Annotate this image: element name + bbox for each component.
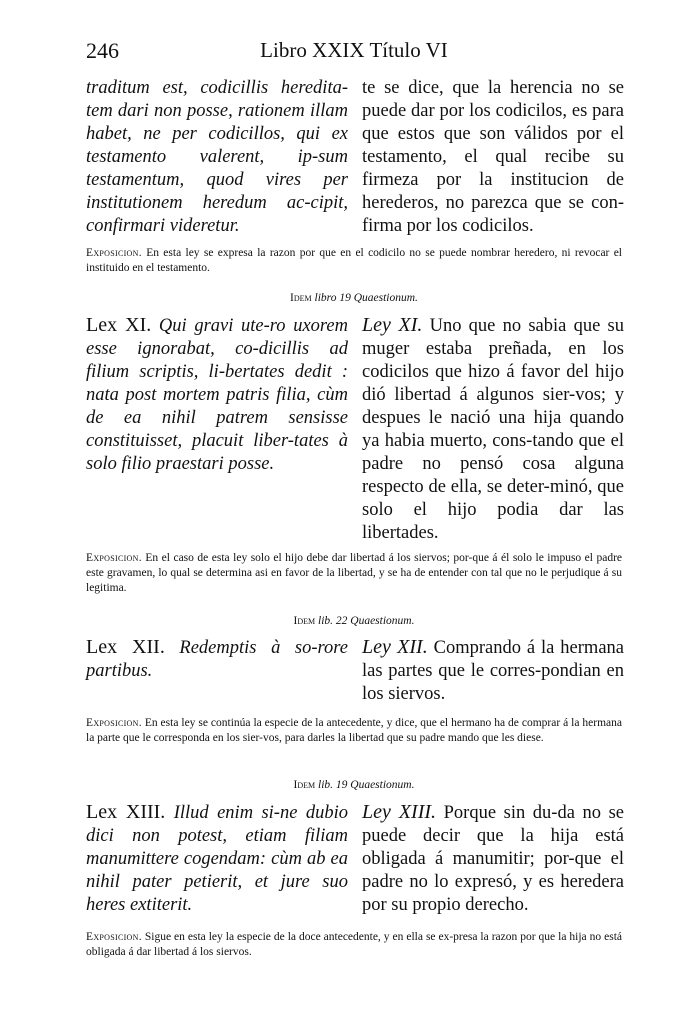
source-citation <box>86 779 622 791</box>
exposicion-paragraph <box>86 551 622 596</box>
law-block-continuation <box>86 77 622 237</box>
exposicion-paragraph <box>86 246 622 276</box>
latin-column <box>86 636 348 683</box>
latin-column <box>86 77 348 238</box>
spanish-law-heading: Ley XIII. <box>362 801 437 823</box>
spanish-column <box>362 314 624 545</box>
spanish-column <box>362 636 624 706</box>
page-header <box>86 38 622 70</box>
source-citation <box>86 615 622 627</box>
latin-text <box>86 314 348 476</box>
spanish-law-heading: Ley XI. <box>362 314 423 336</box>
source-citation <box>86 292 622 304</box>
latin-law-text: Redemptis à so-rore partibus. <box>86 638 349 681</box>
latin-law-heading: Lex XIII. <box>86 801 166 823</box>
spanish-text <box>362 801 624 917</box>
source-author: Idem <box>293 779 316 791</box>
latin-text <box>86 801 348 917</box>
law-block-13 <box>86 801 625 921</box>
exposicion-text: En el caso de esta ley solo el hijo debe dar libertad á los siervos; por-que á él solo le impuso el padre este gravamen, lo qual se determina asi en favor de la libertad, y se ha de entender con tal que no le perjudique á su legitima. <box>86 552 623 594</box>
latin-law-heading: Lex XII. <box>86 636 165 658</box>
exposicion-paragraph <box>86 930 622 960</box>
spanish-law-heading: Ley XII. <box>362 636 428 658</box>
spanish-column <box>362 77 624 238</box>
latin-text: traditum est, codicillis heredita-tem dari non posse, rationem illam habet, ne per codicillos, qui ex testamento valerent, ip-sum testamentum, quod vires per institutionem heredum ac-cipit, confirmari videretur. <box>86 78 348 236</box>
exposicion-text: En esta ley se continúa la especie de la antecedente, y dice, que el hermano ha de comprar á la hermana la parte que le corresponda en los sier-vos, para darles la libertad que su padre mando que les diese. <box>86 717 622 744</box>
spanish-law-text: Uno que no sabia que su muger estaba preñada, en los codicilos que hizo á favor del hijo dió libertad á algunos sier-vos; y despues le nació una hija quando ya habia muerto, cons-tando que el padre no pensó cosa alguna respecto de ella, se deter-minó, que solo el hijo podia dar las libertades. <box>362 316 624 543</box>
spanish-law-text: Porque sin du-da no se puede decir que la hija está obligada á manumitir; por-que el padre no lo expresó, y es heredera por su propio derecho. <box>362 803 625 915</box>
spanish-law-text: Comprando á la hermana las partes que le corres-pondian en los siervos. <box>362 638 624 704</box>
law-block-12 <box>86 636 622 708</box>
latin-column <box>86 801 348 917</box>
latin-law-text: Qui gravi ute-ro uxorem esse ignorabat, co-dicillis ad filium scriptis, li-bertates dedit : nata post mortem patris filia, cùm de ea nihil patrem sensisse constituisset, placuit liber-tates à solo filio praestari posse. <box>86 316 349 474</box>
exposicion-paragraph <box>86 716 622 746</box>
source-author: Idem <box>290 292 312 304</box>
exposicion-text: Sigue en esta ley la especie de la doce antecedente, y en ella se ex-presa la razon por que la hija no está obligada á dar libertad á los siervos. <box>86 931 622 958</box>
source-reference: lib. 19 Quaestionum. <box>318 779 415 791</box>
exposicion-text: En esta ley se expresa la razon por que en el codicilo no se puede nombrar heredero, ni revocar el instituido en el testamento. <box>86 247 622 274</box>
latin-text <box>86 636 348 683</box>
spanish-text <box>362 636 624 706</box>
spanish-text <box>362 314 624 545</box>
source-reference: libro 19 Quaestionum. <box>314 292 418 304</box>
latin-law-heading: Lex XI. <box>86 314 152 336</box>
exposicion-label: Exposicion. <box>86 247 142 259</box>
running-head: Libro XXIX Título VI <box>260 38 448 62</box>
exposicion-label: Exposicion. <box>86 931 142 943</box>
exposicion-label: Exposicion. <box>86 552 142 564</box>
spanish-column <box>362 801 624 917</box>
law-block-11 <box>86 314 624 543</box>
spanish-text: te se dice, que la herencia no se puede dar por los codicilos, es para que estos que son válidos por el testamento, el qual recibe su firmeza por la institucion de herederos, no parezca que se con-firma por los codicilos. <box>362 78 624 236</box>
exposicion-label: Exposicion. <box>86 717 142 729</box>
source-author: Idem <box>293 615 316 627</box>
source-reference: lib. 22 Quaestionum. <box>318 615 415 627</box>
latin-column <box>86 314 348 476</box>
latin-law-text: Illud enim si-ne dubio dici non potest, etiam filiam manumittere cogendam: cùm ab ea nihil pater petierit, et jure suo heres extiterit. <box>86 803 348 915</box>
page-number: 246 <box>86 38 119 63</box>
